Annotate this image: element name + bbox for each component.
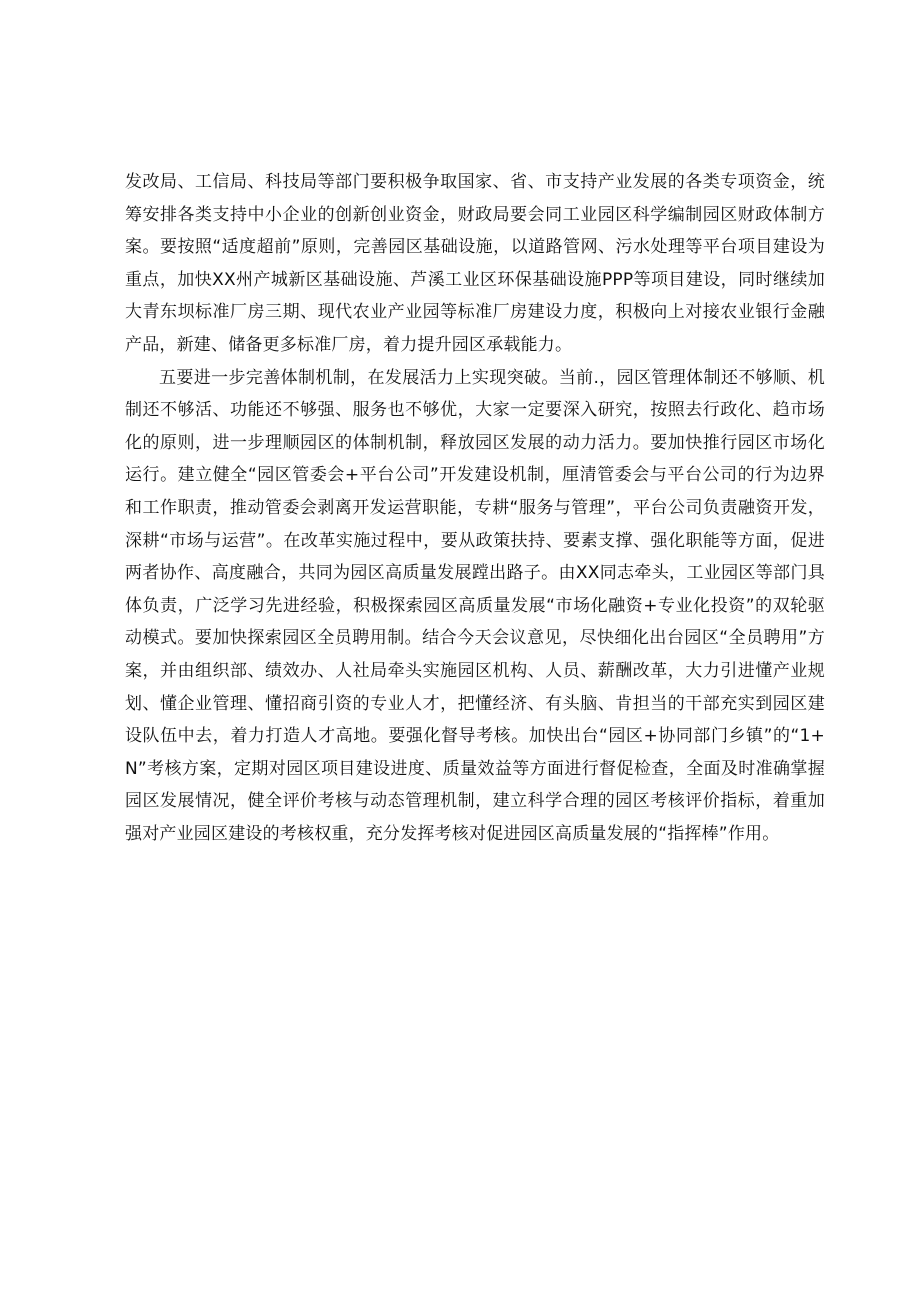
document-body <box>125 166 825 850</box>
paragraph-2: 五要进一步完善体制机制，在发展活力上实现突破。当前.，园区管理体制还不够顺、机制还不够活、功能还不够强、服务也不够优，大家一定要深入研究，按照去行政化、趋市场化的原则，进一步理顺园区的体制机制，释放园区发展的动力活力。要加快推行园区市场化运行。建立健全“园区管委会+平台公司”开发建设机制，厘清管委会与平台公司的行为边界和工作职责，推动管委会剥离开发运营职能，专耕“服务与管理”，平台公司负责融资开发，深耕“市场与运营”。在改革实施过程中，要从政策扶持、要素支撑、强化职能等方面，促进两者协作、高度融合，共同为园区高质量发展蹚出路子。由XX同志牵头，工业园区等部门具体负责，广泛学习先进经验，积极探索园区高质量发展“市场化融资+专业化投资”的双轮驱动模式。要加快探索园区全员聘用制。结合今天会议意见，尽快细化出台园区“全员聘用”方案，并由组织部、绩效办、人社局牵头实施园区机构、人员、薪酬改革，大力引进懂产业规划、懂企业管理、懂招商引资的专业人才，把懂经济、有头脑、肯担当的干部充实到园区建设队伍中去，着力打造人才高地。要强化督导考核。加快出台“园区+协同部门乡镇”的“1+N”考核方案，定期对园区项目建设进度、质量效益等方面进行督促检查，全面及时准确掌握园区发展情况，健全评价考核与动态管理机制，建立科学合理的园区考核评价指标，着重加强对产业园区建设的考核权重，充分发挥考核对促进园区高质量发展的“指挥棒”作用。 <box>125 367 825 844</box>
paragraph-1: 发改局、工信局、科技局等部门要积极争取国家、省、市支持产业发展的各类专项资金，统筹安排各类支持中小企业的创新创业资金，财政局要会同工业园区科学编制园区财政体制方案。要按照“适度超前”原则，完善园区基础设施，以道路管网、污水处理等平台项目建设为重点，加快XX州产城新区基础设施、芦溪工业区环保基础设施PPP等项目建设，同时继续加大青东坝标准厂房三期、现代农业产业园等标准厂房建设力度，积极向上对接农业银行金融产品，新建、储备更多标准厂房，着力提升园区承载能力。 <box>125 172 825 355</box>
